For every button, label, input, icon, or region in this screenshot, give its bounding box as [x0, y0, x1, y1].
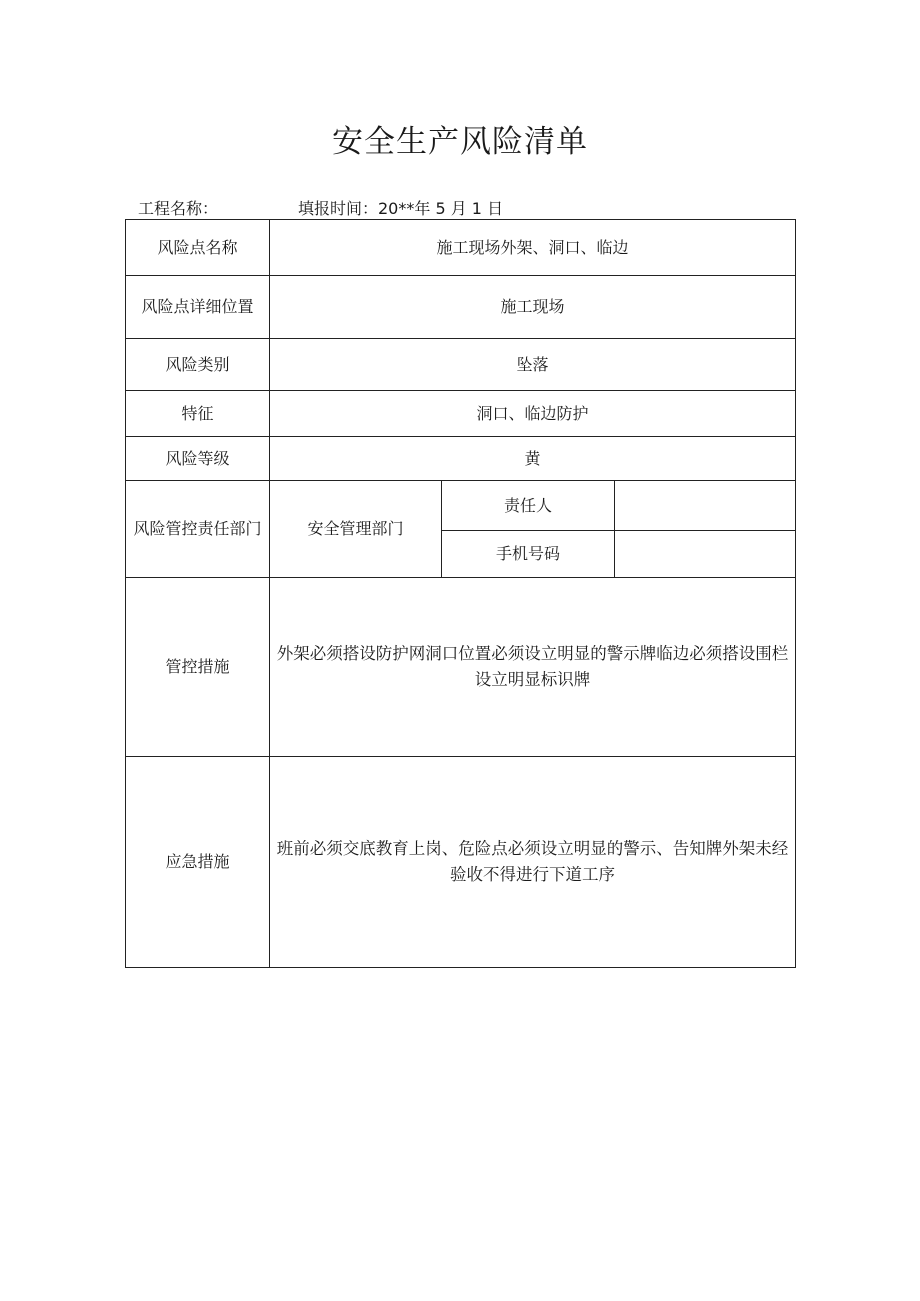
- control-measures-label: 管控措施: [126, 578, 270, 757]
- page-title: 安全生产风险清单: [332, 124, 588, 160]
- table-row: [126, 437, 796, 481]
- risk-level-label: 风险等级: [126, 437, 270, 481]
- risk-category-value: 坠落: [270, 339, 796, 391]
- emergency-measures-value: 班前必须交底教育上岗、危险点必须设立明显的警示、告知牌外架未经验收不得进行下道工序: [270, 757, 796, 968]
- control-dept-label: 风险管控责任部门: [126, 481, 270, 578]
- feature-label: 特征: [126, 391, 270, 437]
- risk-point-name-value: 施工现场外架、洞口、临边: [270, 220, 796, 276]
- phone-number-value: [615, 531, 796, 578]
- table-row: [126, 220, 796, 276]
- phone-number-label: 手机号码: [442, 531, 615, 578]
- risk-level-value: 黄: [270, 437, 796, 481]
- risk-point-name-label: 风险点名称: [126, 220, 270, 276]
- table-row: [126, 481, 796, 531]
- control-dept-value: 安全管理部门: [270, 481, 442, 578]
- risk-point-location-label: 风险点详细位置: [126, 276, 270, 339]
- table-row: [126, 757, 796, 968]
- table-row: [126, 339, 796, 391]
- control-measures-value: 外架必须搭设防护网洞口位置必须设立明显的警示牌临边必须搭设围栏设立明显标识牌: [270, 578, 796, 757]
- risk-table: [125, 219, 796, 968]
- emergency-measures-label: 应急措施: [126, 757, 270, 968]
- risk-point-location-value: 施工现场: [270, 276, 796, 339]
- project-name-label: 工程名称：: [138, 199, 219, 218]
- responsible-person-label: 责任人: [442, 481, 615, 531]
- report-date-label: 填报时间：20**年 5 月 1 日: [298, 199, 504, 218]
- responsible-person-value: [615, 481, 796, 531]
- feature-value: 洞口、临边防护: [270, 391, 796, 437]
- table-row: [126, 276, 796, 339]
- table-row: [126, 578, 796, 757]
- risk-category-label: 风险类别: [126, 339, 270, 391]
- table-row: [126, 391, 796, 437]
